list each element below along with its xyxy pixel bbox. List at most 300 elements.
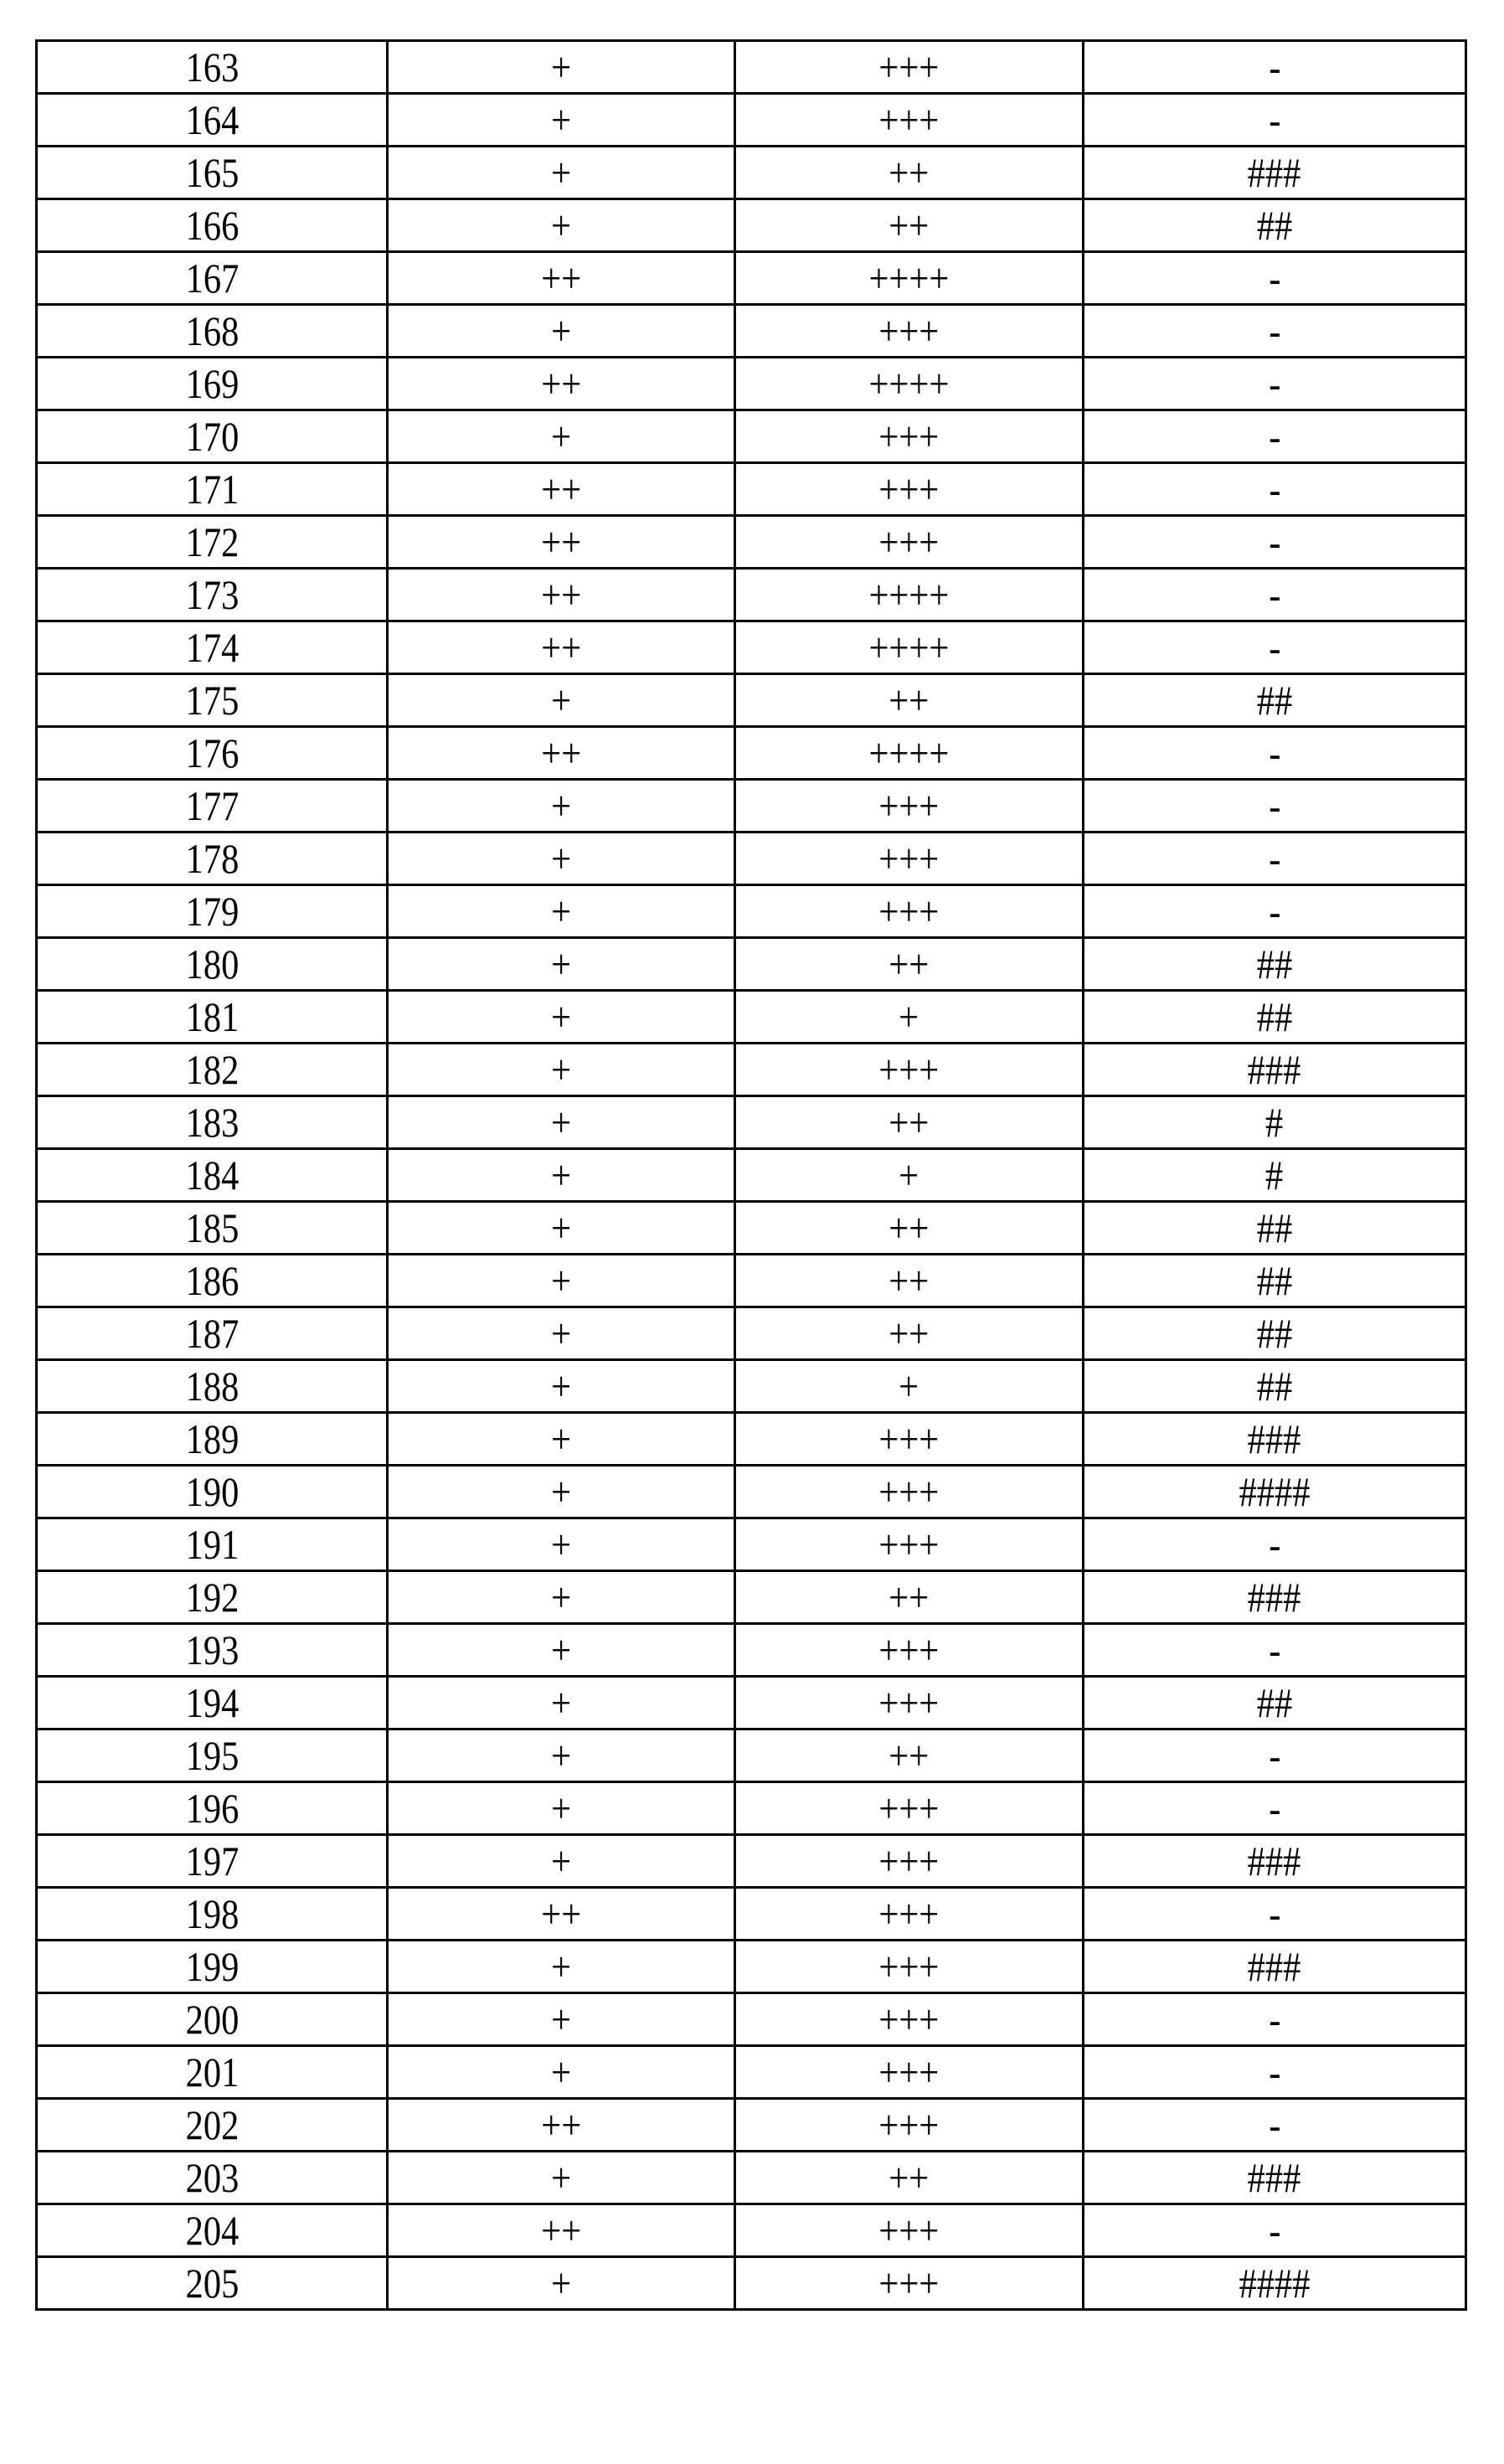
compound-id-cell: [37, 1941, 388, 1993]
activity-c-cell: [1083, 1466, 1465, 1518]
activity-b-cell: [735, 991, 1084, 1044]
cell-text: -: [1269, 1889, 1280, 1939]
table-row: [37, 1571, 1466, 1624]
activity-a-cell: [388, 2099, 735, 2152]
cell-text: 203: [185, 2152, 239, 2203]
activity-a-cell: [388, 569, 735, 621]
activity-c-cell: [1083, 1413, 1465, 1466]
activity-b-cell: [735, 1993, 1084, 2046]
cell-text: ###: [1248, 1836, 1301, 1886]
cell-text: 185: [185, 1203, 239, 1253]
cell-text: +: [551, 95, 571, 145]
cell-text: +++: [879, 42, 940, 92]
activity-a-cell: [388, 1307, 735, 1360]
compound-id-cell: [37, 305, 388, 358]
cell-text: 195: [185, 1730, 239, 1781]
cell-text: +++: [879, 2258, 940, 2308]
cell-text: 194: [185, 1678, 239, 1728]
cell-text: +++: [879, 1941, 940, 1992]
cell-text: -: [1269, 2100, 1280, 2150]
cell-text: -: [1269, 2205, 1280, 2255]
cell-text: 174: [185, 622, 239, 673]
cell-text: ++: [889, 2152, 930, 2203]
activity-b-cell: [735, 1624, 1084, 1677]
cell-text: +: [899, 992, 919, 1042]
activity-a-cell: [388, 41, 735, 94]
cell-text: 202: [185, 2100, 239, 2150]
cell-text: ++: [889, 939, 930, 989]
activity-b-cell: [735, 2257, 1084, 2310]
cell-text: ++: [541, 517, 581, 567]
cell-text: +: [551, 1308, 571, 1358]
activity-c-cell: [1083, 1677, 1465, 1729]
cell-text: 175: [185, 675, 239, 725]
compound-id-cell: [37, 516, 388, 569]
cell-text: 191: [185, 1519, 239, 1570]
cell-text: +: [551, 675, 571, 725]
cell-text: ##: [1257, 939, 1293, 989]
cell-text: 182: [185, 1044, 239, 1095]
cell-text: ####: [1239, 2258, 1310, 2308]
cell-text: -: [1269, 1730, 1280, 1781]
activity-b-cell: [735, 41, 1084, 94]
table-row: [37, 2204, 1466, 2257]
activity-a-cell: [388, 2046, 735, 2099]
activity-c-cell: [1083, 2152, 1465, 2204]
activity-b-cell: [735, 833, 1084, 885]
cell-text: 189: [185, 1414, 239, 1464]
cell-text: ++++: [869, 570, 950, 620]
activity-b-cell: [735, 463, 1084, 516]
cell-text: ++: [541, 622, 581, 673]
cell-text: -: [1269, 886, 1280, 936]
cell-text: +: [551, 1572, 571, 1622]
activity-c-cell: [1083, 1571, 1465, 1624]
cell-text: -: [1269, 358, 1280, 409]
cell-text: -: [1269, 42, 1280, 92]
table-row: [37, 1413, 1466, 1466]
cell-text: 199: [185, 1941, 239, 1992]
compound-id-cell: [37, 1624, 388, 1677]
table-row: [37, 1149, 1466, 1202]
activity-a-cell: [388, 674, 735, 727]
cell-text: -: [1269, 781, 1280, 831]
table-row: [37, 1782, 1466, 1835]
table-row: [37, 1255, 1466, 1307]
cell-text: ++: [889, 1203, 930, 1253]
table-row: [37, 2152, 1466, 2204]
table-row: [37, 885, 1466, 938]
compound-id-cell: [37, 1888, 388, 1941]
activity-a-cell: [388, 833, 735, 885]
cell-text: ###: [1248, 1414, 1301, 1464]
activity-c-cell: [1083, 1149, 1465, 1202]
table-row: [37, 727, 1466, 780]
activity-c-cell: [1083, 252, 1465, 305]
cell-text: 165: [185, 147, 239, 198]
activity-c-cell: [1083, 1888, 1465, 1941]
cell-text: ###: [1248, 147, 1301, 198]
cell-text: -: [1269, 1994, 1280, 2044]
activity-a-cell: [388, 1993, 735, 2046]
cell-text: 197: [185, 1836, 239, 1886]
activity-b-cell: [735, 1307, 1084, 1360]
activity-c-cell: [1083, 569, 1465, 621]
cell-text: +: [551, 1203, 571, 1253]
compound-id-cell: [37, 2204, 388, 2257]
cell-text: -: [1269, 517, 1280, 567]
activity-a-cell: [388, 199, 735, 252]
cell-text: 205: [185, 2258, 239, 2308]
cell-text: ++: [889, 200, 930, 250]
cell-text: 173: [185, 570, 239, 620]
cell-text: +++: [879, 833, 940, 884]
compound-id-cell: [37, 1466, 388, 1518]
cell-text: ###: [1248, 1941, 1301, 1992]
compound-id-cell: [37, 727, 388, 780]
table-row: [37, 833, 1466, 885]
cell-text: +: [551, 939, 571, 989]
activity-a-cell: [388, 1729, 735, 1782]
compound-id-cell: [37, 1677, 388, 1729]
activity-c-cell: [1083, 2257, 1465, 2310]
activity-c-cell: [1083, 1624, 1465, 1677]
compound-id-cell: [37, 252, 388, 305]
data-table: [35, 39, 1467, 2311]
cell-text: 166: [185, 200, 239, 250]
activity-b-cell: [735, 727, 1084, 780]
cell-text: 164: [185, 95, 239, 145]
activity-c-cell: [1083, 833, 1465, 885]
table-row: [37, 1466, 1466, 1518]
activity-c-cell: [1083, 358, 1465, 410]
activity-c-cell: [1083, 674, 1465, 727]
activity-c-cell: [1083, 1518, 1465, 1571]
cell-text: +: [551, 992, 571, 1042]
activity-a-cell: [388, 1571, 735, 1624]
cell-text: ##: [1257, 200, 1293, 250]
activity-a-cell: [388, 2257, 735, 2310]
cell-text: +++: [879, 1044, 940, 1095]
cell-text: 192: [185, 1572, 239, 1622]
activity-b-cell: [735, 1782, 1084, 1835]
table-row: [37, 991, 1466, 1044]
activity-c-cell: [1083, 41, 1465, 94]
table-row: [37, 147, 1466, 199]
activity-b-cell: [735, 94, 1084, 147]
activity-b-cell: [735, 1044, 1084, 1096]
compound-id-cell: [37, 1149, 388, 1202]
activity-a-cell: [388, 1782, 735, 1835]
cell-text: ++: [541, 570, 581, 620]
cell-text: +++: [879, 2205, 940, 2255]
cell-text: ###: [1248, 1044, 1301, 1095]
table-row: [37, 1677, 1466, 1729]
compound-id-cell: [37, 41, 388, 94]
activity-a-cell: [388, 1888, 735, 1941]
activity-a-cell: [388, 727, 735, 780]
activity-b-cell: [735, 1466, 1084, 1518]
cell-text: #: [1265, 1150, 1283, 1200]
activity-b-cell: [735, 358, 1084, 410]
activity-c-cell: [1083, 780, 1465, 833]
compound-id-cell: [37, 1518, 388, 1571]
cell-text: +: [551, 781, 571, 831]
table-row: [37, 1888, 1466, 1941]
cell-text: +++: [879, 1625, 940, 1675]
cell-text: 170: [185, 411, 239, 461]
activity-a-cell: [388, 410, 735, 463]
activity-b-cell: [735, 1202, 1084, 1255]
activity-c-cell: [1083, 1255, 1465, 1307]
compound-id-cell: [37, 1096, 388, 1149]
activity-a-cell: [388, 1835, 735, 1888]
cell-text: +: [551, 2152, 571, 2203]
cell-text: ####: [1239, 1467, 1310, 1517]
activity-c-cell: [1083, 1202, 1465, 1255]
activity-a-cell: [388, 1466, 735, 1518]
cell-text: ##: [1257, 1678, 1293, 1728]
activity-c-cell: [1083, 1941, 1465, 1993]
activity-a-cell: [388, 2204, 735, 2257]
cell-text: ++++: [869, 728, 950, 778]
cell-text: 167: [185, 253, 239, 303]
cell-text: 171: [185, 464, 239, 514]
activity-a-cell: [388, 1096, 735, 1149]
cell-text: 198: [185, 1889, 239, 1939]
cell-text: 193: [185, 1625, 239, 1675]
cell-text: ++: [541, 358, 581, 409]
cell-text: +++: [879, 464, 940, 514]
cell-text: +: [551, 42, 571, 92]
cell-text: +: [551, 200, 571, 250]
activity-a-cell: [388, 1677, 735, 1729]
activity-a-cell: [388, 1624, 735, 1677]
cell-text: ++++: [869, 358, 950, 409]
cell-text: 163: [185, 42, 239, 92]
activity-b-cell: [735, 1677, 1084, 1729]
compound-id-cell: [37, 1360, 388, 1413]
activity-c-cell: [1083, 621, 1465, 674]
activity-a-cell: [388, 1518, 735, 1571]
cell-text: ###: [1248, 1572, 1301, 1622]
cell-text: +++: [879, 781, 940, 831]
table-row: [37, 463, 1466, 516]
compound-id-cell: [37, 991, 388, 1044]
cell-text: ##: [1257, 1308, 1293, 1358]
cell-text: ##: [1257, 675, 1293, 725]
activity-b-cell: [735, 516, 1084, 569]
compound-id-cell: [37, 1413, 388, 1466]
table-row: [37, 1096, 1466, 1149]
cell-text: -: [1269, 411, 1280, 461]
cell-text: 200: [185, 1994, 239, 2044]
cell-text: 186: [185, 1255, 239, 1306]
activity-c-cell: [1083, 727, 1465, 780]
activity-a-cell: [388, 1413, 735, 1466]
cell-text: 196: [185, 1783, 239, 1833]
activity-b-cell: [735, 1096, 1084, 1149]
cell-text: ++++: [869, 253, 950, 303]
cell-text: ++: [889, 675, 930, 725]
table-row: [37, 1044, 1466, 1096]
compound-id-cell: [37, 1993, 388, 2046]
compound-id-cell: [37, 2046, 388, 2099]
table-row: [37, 358, 1466, 410]
activity-a-cell: [388, 991, 735, 1044]
cell-text: ++++: [869, 622, 950, 673]
cell-text: 172: [185, 517, 239, 567]
activity-c-cell: [1083, 1729, 1465, 1782]
cell-text: 190: [185, 1467, 239, 1517]
cell-text: +++: [879, 2047, 940, 2097]
cell-text: ##: [1257, 1203, 1293, 1253]
activity-b-cell: [735, 1888, 1084, 1941]
cell-text: -: [1269, 622, 1280, 673]
cell-text: -: [1269, 2047, 1280, 2097]
table-row: [37, 2099, 1466, 2152]
compound-id-cell: [37, 1782, 388, 1835]
activity-b-cell: [735, 569, 1084, 621]
compound-id-cell: [37, 938, 388, 991]
cell-text: ++: [889, 1572, 930, 1622]
activity-b-cell: [735, 885, 1084, 938]
cell-text: ++: [541, 1889, 581, 1939]
cell-text: ++: [541, 2100, 581, 2150]
cell-text: -: [1269, 1625, 1280, 1675]
compound-id-cell: [37, 885, 388, 938]
table-row: [37, 1993, 1466, 2046]
cell-text: +: [551, 1097, 571, 1147]
activity-b-cell: [735, 2204, 1084, 2257]
table-row: [37, 621, 1466, 674]
cell-text: +: [551, 1678, 571, 1728]
activity-c-cell: [1083, 516, 1465, 569]
cell-text: ++: [541, 464, 581, 514]
compound-id-cell: [37, 358, 388, 410]
cell-text: ++: [889, 1730, 930, 1781]
activity-a-cell: [388, 621, 735, 674]
activity-a-cell: [388, 780, 735, 833]
activity-a-cell: [388, 516, 735, 569]
compound-id-cell: [37, 199, 388, 252]
cell-text: +++: [879, 1519, 940, 1570]
cell-text: 184: [185, 1150, 239, 1200]
cell-text: ###: [1248, 2152, 1301, 2203]
cell-text: +: [551, 1150, 571, 1200]
cell-text: 176: [185, 728, 239, 778]
cell-text: 201: [185, 2047, 239, 2097]
cell-text: +: [551, 1783, 571, 1833]
cell-text: +++: [879, 1414, 940, 1464]
cell-text: ++: [889, 1097, 930, 1147]
cell-text: ++: [541, 728, 581, 778]
compound-id-cell: [37, 2152, 388, 2204]
activity-b-cell: [735, 2152, 1084, 2204]
compound-id-cell: [37, 410, 388, 463]
activity-b-cell: [735, 1255, 1084, 1307]
cell-text: -: [1269, 464, 1280, 514]
activity-c-cell: [1083, 1360, 1465, 1413]
activity-a-cell: [388, 938, 735, 991]
cell-text: -: [1269, 728, 1280, 778]
table-row: [37, 199, 1466, 252]
cell-text: +: [551, 1255, 571, 1306]
table-row: [37, 780, 1466, 833]
activity-b-cell: [735, 1413, 1084, 1466]
activity-c-cell: [1083, 463, 1465, 516]
activity-c-cell: [1083, 305, 1465, 358]
cell-text: ++: [541, 2205, 581, 2255]
table-row: [37, 2257, 1466, 2310]
cell-text: +: [551, 833, 571, 884]
cell-text: +: [551, 1467, 571, 1517]
cell-text: 168: [185, 306, 239, 356]
table-row: [37, 1729, 1466, 1782]
activity-a-cell: [388, 358, 735, 410]
table-row: [37, 252, 1466, 305]
activity-a-cell: [388, 1044, 735, 1096]
cell-text: +: [551, 2047, 571, 2097]
activity-a-cell: [388, 463, 735, 516]
activity-c-cell: [1083, 1307, 1465, 1360]
cell-text: +: [551, 1044, 571, 1095]
activity-a-cell: [388, 1941, 735, 1993]
cell-text: +++: [879, 1889, 940, 1939]
activity-c-cell: [1083, 1044, 1465, 1096]
cell-text: ++: [889, 1255, 930, 1306]
table-row: [37, 2046, 1466, 2099]
compound-id-cell: [37, 94, 388, 147]
compound-id-cell: [37, 147, 388, 199]
compound-id-cell: [37, 2099, 388, 2152]
activity-c-cell: [1083, 2099, 1465, 2152]
activity-c-cell: [1083, 147, 1465, 199]
cell-text: 183: [185, 1097, 239, 1147]
cell-text: ++: [889, 1308, 930, 1358]
compound-id-cell: [37, 463, 388, 516]
cell-text: +++: [879, 2100, 940, 2150]
activity-b-cell: [735, 1571, 1084, 1624]
cell-text: +++: [879, 1467, 940, 1517]
cell-text: +: [551, 306, 571, 356]
activity-b-cell: [735, 938, 1084, 991]
table-row: [37, 674, 1466, 727]
activity-c-cell: [1083, 94, 1465, 147]
activity-b-cell: [735, 674, 1084, 727]
cell-text: -: [1269, 95, 1280, 145]
cell-text: +: [551, 1730, 571, 1781]
cell-text: +: [551, 1414, 571, 1464]
cell-text: -: [1269, 570, 1280, 620]
activity-b-cell: [735, 1835, 1084, 1888]
cell-text: 188: [185, 1361, 239, 1411]
cell-text: ++: [889, 147, 930, 198]
activity-b-cell: [735, 2046, 1084, 2099]
cell-text: +++: [879, 1783, 940, 1833]
cell-text: +: [551, 411, 571, 461]
cell-text: +: [551, 1361, 571, 1411]
cell-text: +++: [879, 411, 940, 461]
cell-text: -: [1269, 306, 1280, 356]
cell-text: +: [899, 1361, 919, 1411]
activity-c-cell: [1083, 1993, 1465, 2046]
cell-text: +: [899, 1150, 919, 1200]
activity-b-cell: [735, 780, 1084, 833]
table-body: [37, 41, 1466, 2310]
cell-text: -: [1269, 833, 1280, 884]
compound-id-cell: [37, 1255, 388, 1307]
